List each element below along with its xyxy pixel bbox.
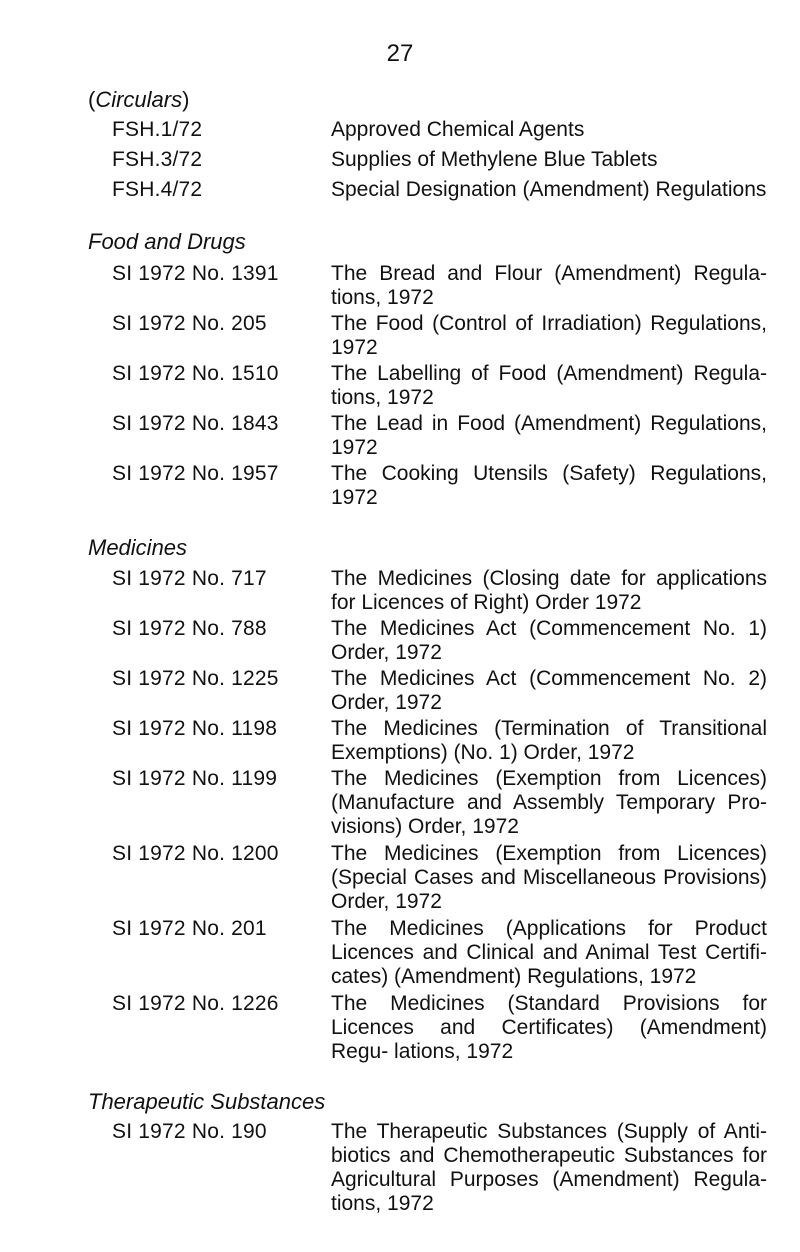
list-item (112, 717, 792, 765)
entry-reference: SI 1972 No. 1957 (112, 462, 279, 485)
entry-title: Supplies of Methylene Blue Tablets (331, 148, 658, 171)
entry-title: The Lead in Food (Amendment) Regulations, 1972 (331, 412, 767, 459)
section-heading-food-and-drugs: Food and Drugs (88, 229, 246, 254)
list-item (112, 567, 792, 615)
entry-reference: SI 1972 No. 1200 (112, 842, 279, 865)
entry-title: The Medicines (Exemption from Licences) (Manufacture and Assembly Temporary Pro- visions) Order, 1972 (331, 767, 767, 838)
entry-title: The Medicines Act (Commencement No. 1) Order, 1972 (331, 617, 767, 664)
list-item (112, 148, 792, 172)
list-item (112, 118, 792, 142)
entry-title: The Medicines (Applications for Product Licences and Clinical and Animal Test Certifi- cates) (Amendment) Regulations, 1972 (331, 917, 767, 988)
page-number: 27 (386, 40, 414, 67)
entry-reference: SI 1972 No. 717 (112, 567, 267, 590)
entry-reference: FSH.4/72 (112, 178, 203, 201)
list-item (112, 617, 792, 665)
entry-title: The Cooking Utensils (Safety) Regulations, 1972 (331, 462, 767, 509)
heading-open-paren: ( (88, 87, 96, 112)
entry-title: The Medicines (Termination of Transitional Exemptions) (No. 1) Order, 1972 (331, 717, 767, 764)
entry-title: The Medicines Act (Commencement No. 2) Order, 1972 (331, 667, 767, 714)
entry-title: The Food (Control of Irradiation) Regulations, 1972 (331, 312, 767, 359)
entry-reference: SI 1972 No. 1391 (112, 262, 279, 285)
entry-title: Approved Chemical Agents (331, 118, 585, 141)
list-item (112, 842, 792, 914)
section-heading-therapeutic-substances: Therapeutic Substances (88, 1089, 326, 1114)
list-item (112, 412, 792, 460)
entry-title: The Labelling of Food (Amendment) Regula- tions, 1972 (331, 362, 767, 409)
section-heading-medicines: Medicines (88, 535, 188, 560)
entry-title: Special Designation (Amendment) Regulations (331, 178, 767, 201)
entry-reference: SI 1972 No. 1225 (112, 667, 279, 690)
entry-reference: SI 1972 No. 201 (112, 917, 267, 940)
list-item (112, 767, 792, 839)
entry-title: The Medicines (Exemption from Licences) (Special Cases and Miscellaneous Provisions) Order, 1972 (331, 842, 767, 913)
entry-reference: SI 1972 No. 1510 (112, 362, 279, 385)
list-item (112, 1120, 792, 1216)
section-heading-circulars (88, 86, 189, 114)
list-item (112, 178, 792, 202)
list-item (112, 992, 792, 1064)
heading-close-paren: ) (182, 87, 190, 112)
entry-reference: SI 1972 No. 788 (112, 617, 267, 640)
entry-title: The Therapeutic Substances (Supply of Anti- biotics and Chemotherapeutic Substances for Agricultural Purposes (Amendment) Regula- tions, 1972 (331, 1120, 767, 1215)
entry-reference: FSH.3/72 (112, 148, 203, 171)
heading-text: Circulars (95, 87, 183, 112)
entry-reference: FSH.1/72 (112, 118, 203, 141)
list-item (112, 362, 792, 410)
entry-reference: SI 1972 No. 1843 (112, 412, 279, 435)
entry-title: The Medicines (Closing date for applications for Licences of Right) Order 1972 (331, 567, 767, 614)
entry-title: The Bread and Flour (Amendment) Regula- tions, 1972 (331, 262, 767, 309)
entry-reference: SI 1972 No. 205 (112, 312, 267, 335)
list-item (112, 667, 792, 715)
list-item (112, 917, 792, 989)
entry-reference: SI 1972 No. 1226 (112, 992, 279, 1015)
entry-title: The Medicines (Standard Provisions for Licences and Certificates) (Amendment) Regu- lations, 1972 (331, 992, 767, 1063)
list-item (112, 312, 792, 360)
list-item (112, 262, 792, 310)
entry-reference: SI 1972 No. 1198 (112, 717, 278, 740)
list-item (112, 462, 792, 510)
entry-reference: SI 1972 No. 190 (112, 1120, 267, 1143)
entry-reference: SI 1972 No. 1199 (112, 767, 278, 790)
